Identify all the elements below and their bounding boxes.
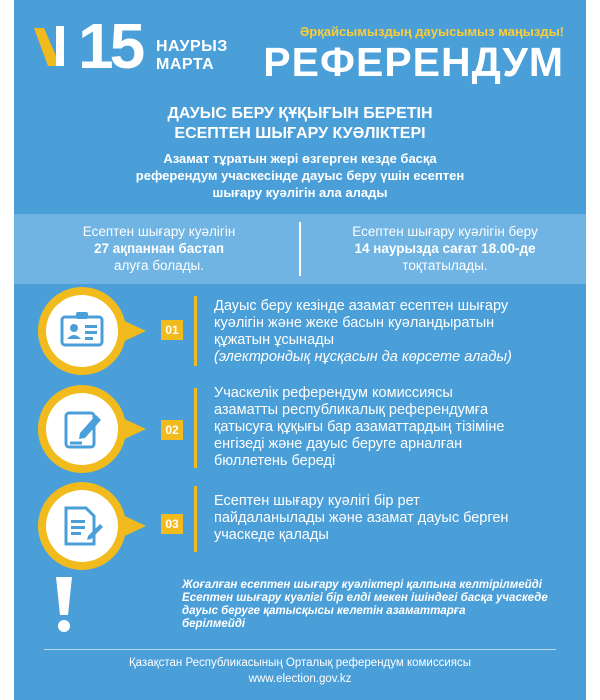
step-1-line-2: куәлігін және жеке басын куәландыратын	[214, 315, 495, 331]
main-title-line-1: ДАУЫС БЕРУ ҚҰҚЫҒЫН БЕРЕТІН	[167, 105, 433, 122]
step-2-text	[214, 385, 564, 470]
checkmark-logo-icon	[34, 26, 64, 66]
exclamation-icon	[44, 575, 84, 635]
slogan: Әрқайсымыздың дауысымыз маңызды!	[299, 24, 564, 39]
step-1-line-1: Дауыс беру кезінде азамат есептен шығару	[214, 298, 509, 314]
step-1-line-3: құжатын ұсынады	[214, 332, 335, 348]
footer-url-link[interactable]: www.election.gov.kz	[248, 673, 352, 685]
warning-line-4: берілмейді	[182, 618, 246, 630]
referendum-heading: РЕФЕРЕНДУМ	[263, 39, 564, 85]
date-start-line-2: 27 ақпаннан бастап	[93, 241, 225, 256]
step-1-note: (электрондық нұсқасын да көрсете алады)	[214, 349, 512, 365]
step-2-line-5: бюллетень береді	[214, 453, 336, 469]
step-3-number: 03	[161, 514, 183, 534]
referendum-poster	[14, 0, 586, 700]
logo-day-word: НАУРЫЗ	[156, 38, 228, 55]
step-3-line-3: учаскеде қалады	[214, 527, 329, 543]
date-end-line-2: 14 наурызда сағат 18.00-де	[354, 241, 536, 256]
date-start-line-3: алуға болады.	[114, 258, 204, 273]
step-3-line-2: пайдаланылады және азамат дауыс берген	[214, 510, 509, 526]
step-2-badge	[38, 385, 126, 473]
id-card-icon	[58, 307, 106, 355]
step-3-text	[214, 493, 564, 544]
date-start-block	[24, 223, 294, 274]
intro-line-1: Азамат тұратын жері өзгерген кезде басқа	[163, 151, 437, 166]
warning-line-2: Есептен шығару куәлігі бір елді мекен ішіндегі басқа учаскеде	[182, 592, 548, 604]
logo-month-word: МАРТА	[156, 56, 215, 73]
step-3-badge	[38, 482, 126, 570]
step-2-line-2: азаматты республикалық референдумға	[214, 402, 489, 418]
edit-document-icon	[58, 405, 106, 453]
step-2-line-3: қатысуға құқығы бар азаматтардың тізіміне	[214, 419, 505, 435]
warning-line-3: дауыс беруге қатысқысы келетін азаматтарға	[182, 605, 466, 617]
date-end-block	[310, 223, 580, 274]
step-1-line	[194, 296, 197, 366]
step-1-badge	[38, 287, 126, 375]
step-1-number: 01	[161, 320, 183, 340]
dates-divider	[299, 222, 301, 276]
date-end-line-3: тоқтатылады.	[402, 258, 488, 273]
footer-organization: Қазақстан Республикасының Орталық референдум комиссиясы	[128, 657, 472, 669]
main-title-line-2: ЕСЕПТЕН ШЫҒАРУ КУӘЛІКТЕРІ	[174, 125, 426, 142]
step-2-line	[194, 388, 197, 468]
warning-line-1: Жоғалған есептен шығару куәліктері қалпына келтірілмейді	[182, 579, 542, 591]
step-1-text	[214, 298, 564, 366]
step-3-line	[194, 486, 197, 552]
step-2-line-4: енгізеді және дауыс беруге арналған	[214, 436, 463, 452]
logo-day-number: 15	[78, 10, 142, 82]
date-end-line-1: Есептен шығару куәлігін беру	[352, 224, 538, 239]
step-2-line-1: Учаскелік референдум комиссиясы	[214, 385, 453, 401]
step-2-number: 02	[161, 420, 183, 440]
dates-band	[14, 214, 586, 284]
date-start-line-1: Есептен шығару куәлігін	[82, 224, 236, 239]
step-3-line-1: Есептен шығару куәлігі бір рет	[214, 493, 420, 509]
footer-divider	[44, 649, 556, 650]
intro-line-3: шығару куәлігін ала алады	[212, 185, 388, 200]
document-pen-icon	[58, 502, 106, 550]
intro-line-2: референдум учаскесінде дауыс беру үшін есептен	[135, 168, 465, 183]
